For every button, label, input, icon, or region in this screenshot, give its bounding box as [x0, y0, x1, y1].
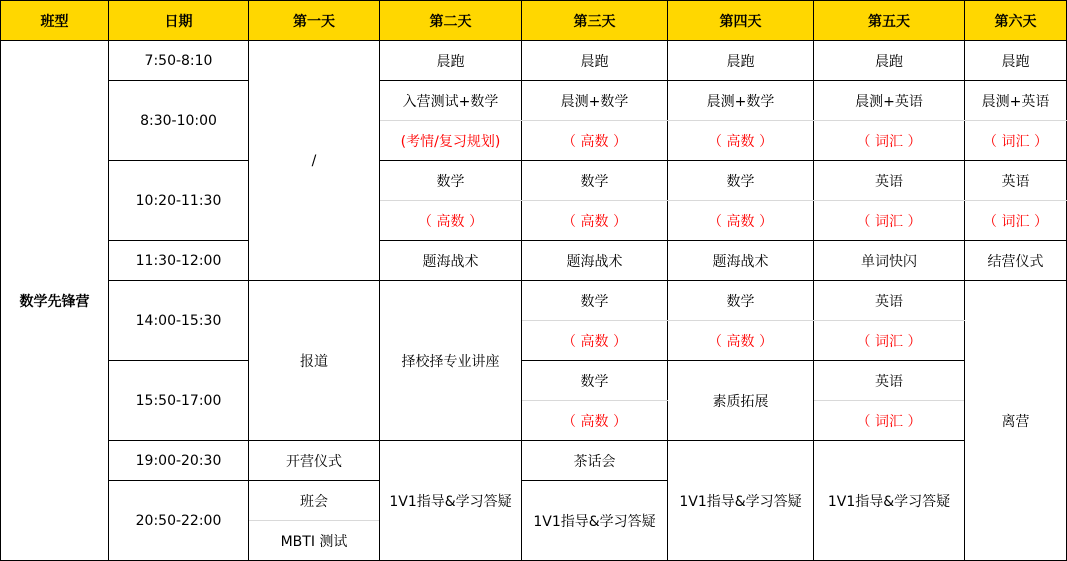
header-day2: 第二天: [380, 1, 522, 41]
day5-eng: 英语: [814, 161, 965, 201]
header-day6: 第六天: [965, 1, 1067, 41]
time-cell: 20:50-22:00: [109, 481, 249, 561]
day5-eng-note: （ 词汇 ）: [814, 201, 965, 241]
day5-pm-note2: （ 词汇 ）: [814, 401, 965, 441]
table-row: [1, 441, 1067, 481]
table-row: [1, 81, 1067, 121]
day5-pm-note1: （ 词汇 ）: [814, 321, 965, 361]
day5-run: 晨跑: [814, 41, 965, 81]
day5-test-eng: 晨测+英语: [814, 81, 965, 121]
time-cell: 10:20-11:30: [109, 161, 249, 241]
day3-math-note: （ 高数 ）: [522, 201, 668, 241]
day3-pm-math2: 数学: [522, 361, 668, 401]
day2-run: 晨跑: [380, 41, 522, 81]
header-day1: 第一天: [249, 1, 380, 41]
day6-leave: 离营: [965, 281, 1067, 561]
day1-open-ceremony: 开营仪式: [249, 441, 380, 481]
time-cell: 14:00-15:30: [109, 281, 249, 361]
day2-math-note: （ 高数 ）: [380, 201, 522, 241]
day3-pm-note1: （ 高数 ）: [522, 321, 668, 361]
day3-pm-note2: （ 高数 ）: [522, 401, 668, 441]
day5-pm-eng2: 英语: [814, 361, 965, 401]
time-cell: 8:30-10:00: [109, 81, 249, 161]
day2-lecture: 择校择专业讲座: [380, 281, 522, 441]
time-cell: 19:00-20:30: [109, 441, 249, 481]
class-name-cell: 数学先锋营: [1, 41, 109, 561]
day3-test-note: （ 高数 ）: [522, 121, 668, 161]
day4-tactics: 题海战术: [668, 241, 814, 281]
day3-tutor: 1V1指导&学习答疑: [522, 481, 668, 561]
day4-test-math: 晨测+数学: [668, 81, 814, 121]
day5-flash: 单词快闪: [814, 241, 965, 281]
day5-test-note: （ 词汇 ）: [814, 121, 965, 161]
day3-tactics: 题海战术: [522, 241, 668, 281]
day4-quality: 素质拓展: [668, 361, 814, 441]
day1-class-meeting: 班会: [249, 481, 380, 521]
day6-eng: 英语: [965, 161, 1067, 201]
time-cell: 15:50-17:00: [109, 361, 249, 441]
day2-plan-note: (考情/复习规划): [380, 121, 522, 161]
table-row: [1, 241, 1067, 281]
table-row: [1, 361, 1067, 401]
day3-tea: 茶话会: [522, 441, 668, 481]
day2-test-math: 入营测试+数学: [380, 81, 522, 121]
day2-tutor: 1V1指导&学习答疑: [380, 441, 522, 561]
day2-math: 数学: [380, 161, 522, 201]
table-row: [1, 161, 1067, 201]
table-row: [1, 281, 1067, 321]
header-day4: 第四天: [668, 1, 814, 41]
day1-mbti: MBTI 测试: [249, 521, 380, 561]
day3-run: 晨跑: [522, 41, 668, 81]
day4-pm-math: 数学: [668, 281, 814, 321]
header-class-type: 班型: [1, 1, 109, 41]
header-row: [1, 1, 1067, 41]
day5-pm-eng1: 英语: [814, 281, 965, 321]
day5-tutor: 1V1指导&学习答疑: [814, 441, 965, 561]
day4-math: 数学: [668, 161, 814, 201]
day4-tutor: 1V1指导&学习答疑: [668, 441, 814, 561]
day1-afternoon-cell: 报道: [249, 281, 380, 441]
day2-tactics: 题海战术: [380, 241, 522, 281]
day4-pm-note: （ 高数 ）: [668, 321, 814, 361]
header-day3: 第三天: [522, 1, 668, 41]
header-day5: 第五天: [814, 1, 965, 41]
day6-run: 晨跑: [965, 41, 1067, 81]
day4-run: 晨跑: [668, 41, 814, 81]
header-date: 日期: [109, 1, 249, 41]
day6-test-note: （ 词汇 ）: [965, 121, 1067, 161]
time-cell: 7:50-8:10: [109, 41, 249, 81]
day6-eng-note: （ 词汇 ）: [965, 201, 1067, 241]
day3-test-math: 晨测+数学: [522, 81, 668, 121]
table-row: [1, 41, 1067, 81]
time-cell: 11:30-12:00: [109, 241, 249, 281]
day4-test-note: （ 高数 ）: [668, 121, 814, 161]
day3-pm-math1: 数学: [522, 281, 668, 321]
day3-math: 数学: [522, 161, 668, 201]
day6-closing: 结营仪式: [965, 241, 1067, 281]
day1-morning-cell: /: [249, 41, 380, 281]
day4-math-note: （ 高数 ）: [668, 201, 814, 241]
day6-test-eng: 晨测+英语: [965, 81, 1067, 121]
